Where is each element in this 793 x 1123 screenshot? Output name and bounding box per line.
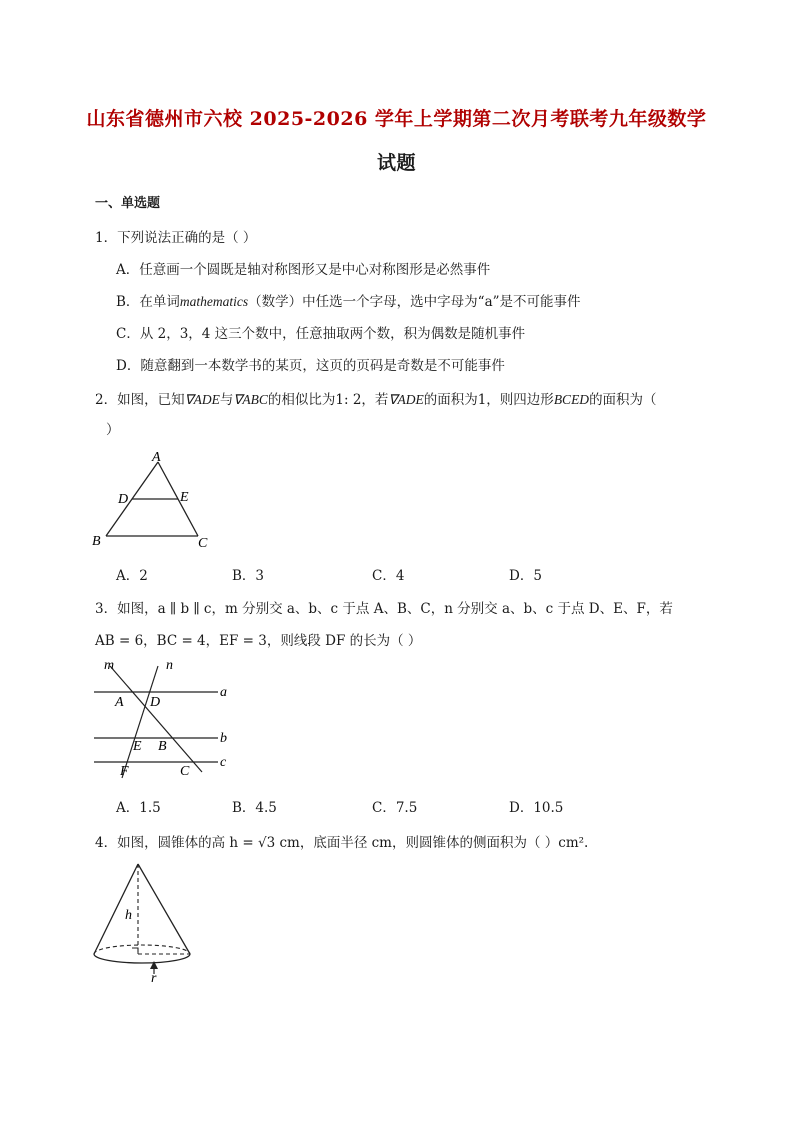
q1-option-c: C．从 2，3，4 这三个数中，任意抽取两个数，积为偶数是随机事件 bbox=[116, 326, 526, 342]
q1-option-d: D．随意翻到一本数学书的某页，这页的页码是奇数是不可能事件 bbox=[116, 358, 505, 374]
q3-label-a-line: a bbox=[220, 685, 227, 700]
q3-label-a: A bbox=[115, 695, 124, 710]
q4-label-h: h bbox=[125, 908, 132, 923]
q4-stem: 4．如图，圆锥体的高 h = √3 cm，底面半径 cm，则圆锥体的侧面积为（ ）cm². bbox=[95, 835, 589, 851]
q1-option-b-post: （数学）中任选一个字母，选中字母为“a”是不可能事件 bbox=[248, 294, 581, 310]
q2-stem bbox=[95, 388, 657, 408]
q3-choice-c: C．7.5 bbox=[372, 800, 418, 816]
q3-label-b: B bbox=[158, 739, 167, 754]
q2-triangle-figure bbox=[88, 448, 218, 552]
q3-label-c: C bbox=[180, 764, 190, 779]
q1-option-b bbox=[116, 290, 581, 310]
q2-label-c: C bbox=[198, 536, 208, 551]
q3-stem-line2: AB = 6，BC = 4，EF = 3，则线段 DF 的长为（ ） bbox=[95, 633, 422, 649]
q3-choice-d: D．10.5 bbox=[509, 800, 564, 816]
q2-stem-mid3: 的面积为1，则四边形 bbox=[423, 392, 554, 408]
q3-label-m: m bbox=[104, 658, 115, 673]
q2-tri-abc: ∇ABC bbox=[233, 392, 268, 407]
q4-label-r: r bbox=[151, 971, 157, 986]
q3-label-b-line: b bbox=[220, 731, 227, 746]
q2-choice-b: B．3 bbox=[232, 568, 265, 584]
q3-label-n: n bbox=[166, 658, 173, 673]
q2-stem-line2: ） bbox=[106, 422, 120, 438]
q2-stem-mid1: 与 bbox=[219, 392, 234, 408]
q3-label-d: D bbox=[150, 695, 161, 710]
q2-stem-mid2: 的相似比为1: 2，若 bbox=[267, 392, 389, 408]
q2-tri-ade-2: ∇ADE bbox=[388, 392, 424, 407]
q3-choice-b: B．4.5 bbox=[232, 800, 277, 816]
q2-quad-bced: BCED bbox=[553, 392, 590, 407]
q2-tri-ade: ∇ADE bbox=[184, 392, 220, 407]
q2-choice-d: D．5 bbox=[509, 568, 542, 584]
section-heading: 一、单选题 bbox=[95, 196, 161, 211]
q1-option-b-word: mathematics bbox=[179, 294, 249, 309]
q2-choice-c: C．4 bbox=[372, 568, 405, 584]
q3-stem: 3．如图，a ∥ b ∥ c，m 分别交 a、b、c 于点 A、B、C，n 分别交 a、b、c 于点 D、E、F，若 bbox=[95, 601, 673, 617]
q2-label-b: B bbox=[92, 534, 101, 549]
q1-option-a: A．任意画一个圆既是轴对称图形又是中心对称图形是必然事件 bbox=[116, 262, 491, 278]
q3-choice-a: A．1.5 bbox=[116, 800, 161, 816]
q3-parallel-lines-figure bbox=[92, 656, 242, 782]
q1-option-b-pre: B．在单词 bbox=[116, 294, 180, 310]
q2-stem-pre: 2．如图，已知 bbox=[95, 392, 185, 408]
document-title-line2: 试题 bbox=[376, 152, 416, 174]
q4-cone-figure bbox=[88, 856, 200, 986]
q3-label-e: E bbox=[133, 739, 142, 754]
q2-choice-a: A．2 bbox=[116, 568, 148, 584]
document-title-line1: 山东省德州市六校 2025-2026 学年上学期第二次月考联考九年级数学 bbox=[86, 108, 707, 130]
q3-label-f: F bbox=[120, 764, 129, 779]
q2-label-d: D bbox=[118, 492, 129, 507]
q2-label-e: E bbox=[180, 490, 189, 505]
q1-stem: 1．下列说法正确的是（ ） bbox=[95, 230, 257, 246]
q2-stem-end: 的面积为（ bbox=[589, 392, 657, 408]
q2-label-a: A bbox=[152, 450, 161, 465]
q3-label-c-line: c bbox=[220, 755, 227, 770]
